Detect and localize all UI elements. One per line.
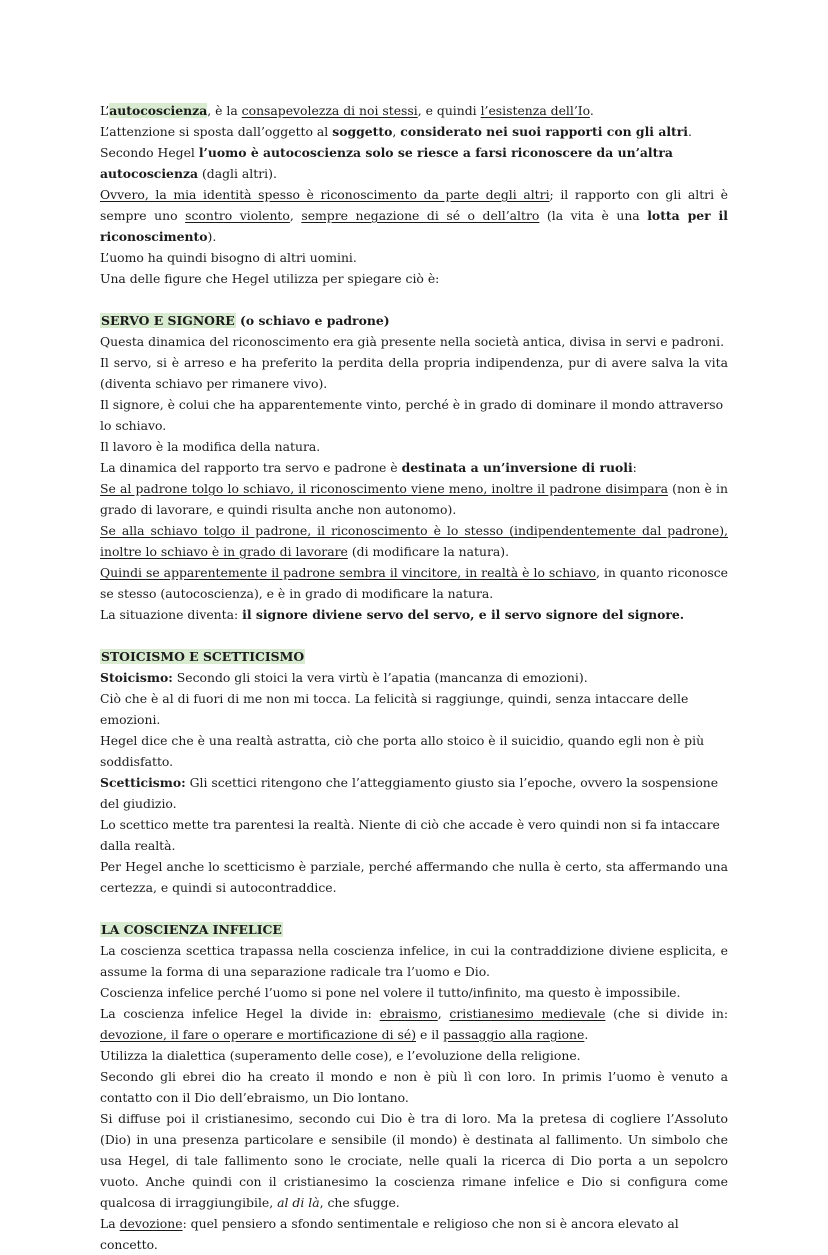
paragraph: Secondo gli ebrei dio ha creato il mondo e non è più lì con loro. In primis l’uomo è venuto a contatto con il Dio dell’ebraismo, un Dio lontano. [100,1069,728,1105]
text: La situazione diventa: [100,607,243,622]
bold-text: l’uomo è autocoscienza solo se riesce a farsi riconoscere da un’altra autocoscienza [100,145,673,181]
text: ; il rapporto con gli altri è sempre uno [100,187,728,223]
text: , e quindi [417,103,481,118]
paragraph: Questa dinamica del riconoscimento era già presente nella società antica, divisa in servi e padroni. [100,334,725,349]
text: e il [416,1027,444,1042]
text: La [100,1216,120,1231]
underlined-text: l’esistenza dell’Io [480,103,590,118]
intro-line-3 [100,142,728,184]
underlined-text: cristianesimo medievale [449,1006,606,1021]
paragraph: Il signore, è colui che ha apparentemente vinto, perché è in grado di dominare il mondo attraverso lo schiavo. [100,397,724,433]
bold-text: soggetto [332,124,393,139]
paragraph [100,1213,728,1255]
underlined-text: ebraismo [379,1006,438,1021]
text: L’attenzione si sposta dall’oggetto al [100,124,333,139]
text: , che sfugge. [319,1195,400,1210]
heading-highlight: STOICISMO E SCETTICISMO [101,649,305,664]
underlined-text: devozione, il fare o operare e mortificazione di sé) [100,1027,417,1042]
bold-text: considerato nei suoi rapporti con gli altri [400,124,689,139]
underlined-text: scontro violento [185,208,290,223]
text: (dagli altri). [198,166,277,181]
bold-text: Scetticismo: [100,775,186,790]
text: (non è in grado di lavorare, e quindi risulta anche non autonomo). [100,481,728,517]
intro-line-4 [100,184,728,247]
paragraph: La coscienza scettica trapassa nella coscienza infelice, in cui la contraddizione diviene esplicita, e assume la forma di una separazione radicale tra l’uomo e Dio. [100,943,728,979]
text: . [688,124,692,139]
text: Si diffuse poi il cristianesimo, secondo cui Dio è tra di loro. Ma la pretesa di cogliere l’Assoluto (Dio) in una presenza particolare e sensibile (il mondo) è destinata al fallimento. Un simbolo che usa Hegel, di tale fallimento sono le crociate, nelle quali la ricerca di Dio porta a un sepolcro vuoto. Anche quindi con il cristianesimo la coscienza rimane infelice e Dio si configura come qualcosa di irraggiungibile, [100,1111,728,1210]
text: (che si divide in: [605,1006,728,1021]
paragraph: Hegel dice che è una realtà astratta, ciò che porta allo stoico è il suicidio, quando egli non è più soddisfatto. [100,733,705,769]
section-heading-stoicismo [100,646,728,667]
text: L’ [100,103,110,118]
section-heading-infelice [100,919,728,940]
heading-sub: (o schiavo e padrone) [235,313,390,328]
underlined-text: passaggio alla ragione [443,1027,585,1042]
text: Secondo gli stoici la vera virtù è l’apatia (mancanza di emozioni). [172,670,588,685]
text: Secondo Hegel [100,145,199,160]
text: , è la [207,103,242,118]
underlined-text: sempre negazione di sé o dell’altro [301,208,540,223]
intro-line-6: Una delle figure che Hegel utilizza per spiegare ciò è: [100,271,440,286]
paragraph: Coscienza infelice perché l’uomo si pone nel volere il tutto/infinito, ma questo è impossibile. [100,985,681,1000]
underlined-text: Se alla schiavo tolgo il padrone, il riconoscimento è lo stesso (indipendentemente dal padrone), inoltre lo schiavo è in grado di lavorare [100,523,728,559]
text: : [632,460,637,475]
text: , [392,124,401,139]
paragraph: Il servo, si è arreso e ha preferito la perdita della propria indipendenza, pur di avere salva la vita (diventa schiavo per rimanere vivo). [100,355,728,391]
paragraph [100,1003,728,1045]
text: (la vita è una [539,208,648,223]
section-heading-servo [100,310,728,331]
text: ). [207,229,217,244]
text: . [584,1027,589,1042]
underlined-text: Quindi se apparentemente il padrone sembra il vincitore, in realtà è lo schiavo [100,565,597,580]
paragraph [100,1108,728,1213]
underlined-text: devozione [119,1216,183,1231]
text: Gli scettici ritengono che l’atteggiamento giusto sia l’epoche, ovvero la sospensione del giudizio. [100,775,719,811]
bold-text: destinata a un’inversione di ruoli [401,460,633,475]
heading-highlight: LA COSCIENZA INFELICE [101,922,282,937]
text: La dinamica del rapporto tra servo e padrone è [100,460,402,475]
text: , in quanto riconosce se stesso (autocoscienza), e è in grado di modificare la natura. [100,565,728,601]
document-body [100,100,728,1255]
bold-text: Stoicismo: [100,670,173,685]
text: La coscienza infelice Hegel la divide in: [100,1006,380,1021]
underlined-text: Ovvero, la mia identità spesso è riconoscimento da parte degli altri [100,187,550,202]
highlight-term: autocoscienza [109,103,208,118]
text: : quel pensiero a sfondo sentimentale e religioso che non si è ancora elevato al concetto. [100,1216,679,1252]
paragraph [100,520,728,562]
paragraph: Il lavoro è la modifica della natura. [100,439,321,454]
bold-text: il signore diviene servo del servo, e il servo signore del signore. [242,607,685,622]
paragraph: Per Hegel anche lo scetticismo è parziale, perché affermando che nulla è certo, sta affermando una certezza, e quindi si autocontraddice. [100,859,728,895]
paragraph [100,772,728,814]
bold-text: lotta per il riconoscimento [100,208,728,244]
text: (di modificare la natura). [347,544,510,559]
text: , [289,208,302,223]
paragraph [100,562,728,604]
paragraph [100,604,728,625]
intro-line-2 [100,121,728,142]
paragraph [100,478,728,520]
intro-line-1 [100,100,728,121]
italic-text: al di là [277,1195,320,1210]
text: , [437,1006,450,1021]
intro-line-5: L’uomo ha quindi bisogno di altri uomini. [100,250,357,265]
underlined-text: consapevolezza di noi stessi [241,103,418,118]
heading-highlight: SERVO E SIGNORE [101,313,235,328]
text: . [589,103,594,118]
underlined-text: Se al padrone tolgo lo schiavo, il riconoscimento viene meno, inoltre il padrone disimpara [100,481,668,496]
paragraph: Lo scettico mette tra parentesi la realtà. Niente di ciò che accade è vero quindi non si fa intaccare dalla realtà. [100,817,720,853]
paragraph: Ciò che è al di fuori di me non mi tocca. La felicità si raggiunge, quindi, senza intaccare delle emozioni. [100,691,689,727]
paragraph [100,457,728,478]
paragraph: Utilizza la dialettica (superamento delle cose), e l’evoluzione della religione. [100,1048,581,1063]
paragraph [100,667,728,688]
